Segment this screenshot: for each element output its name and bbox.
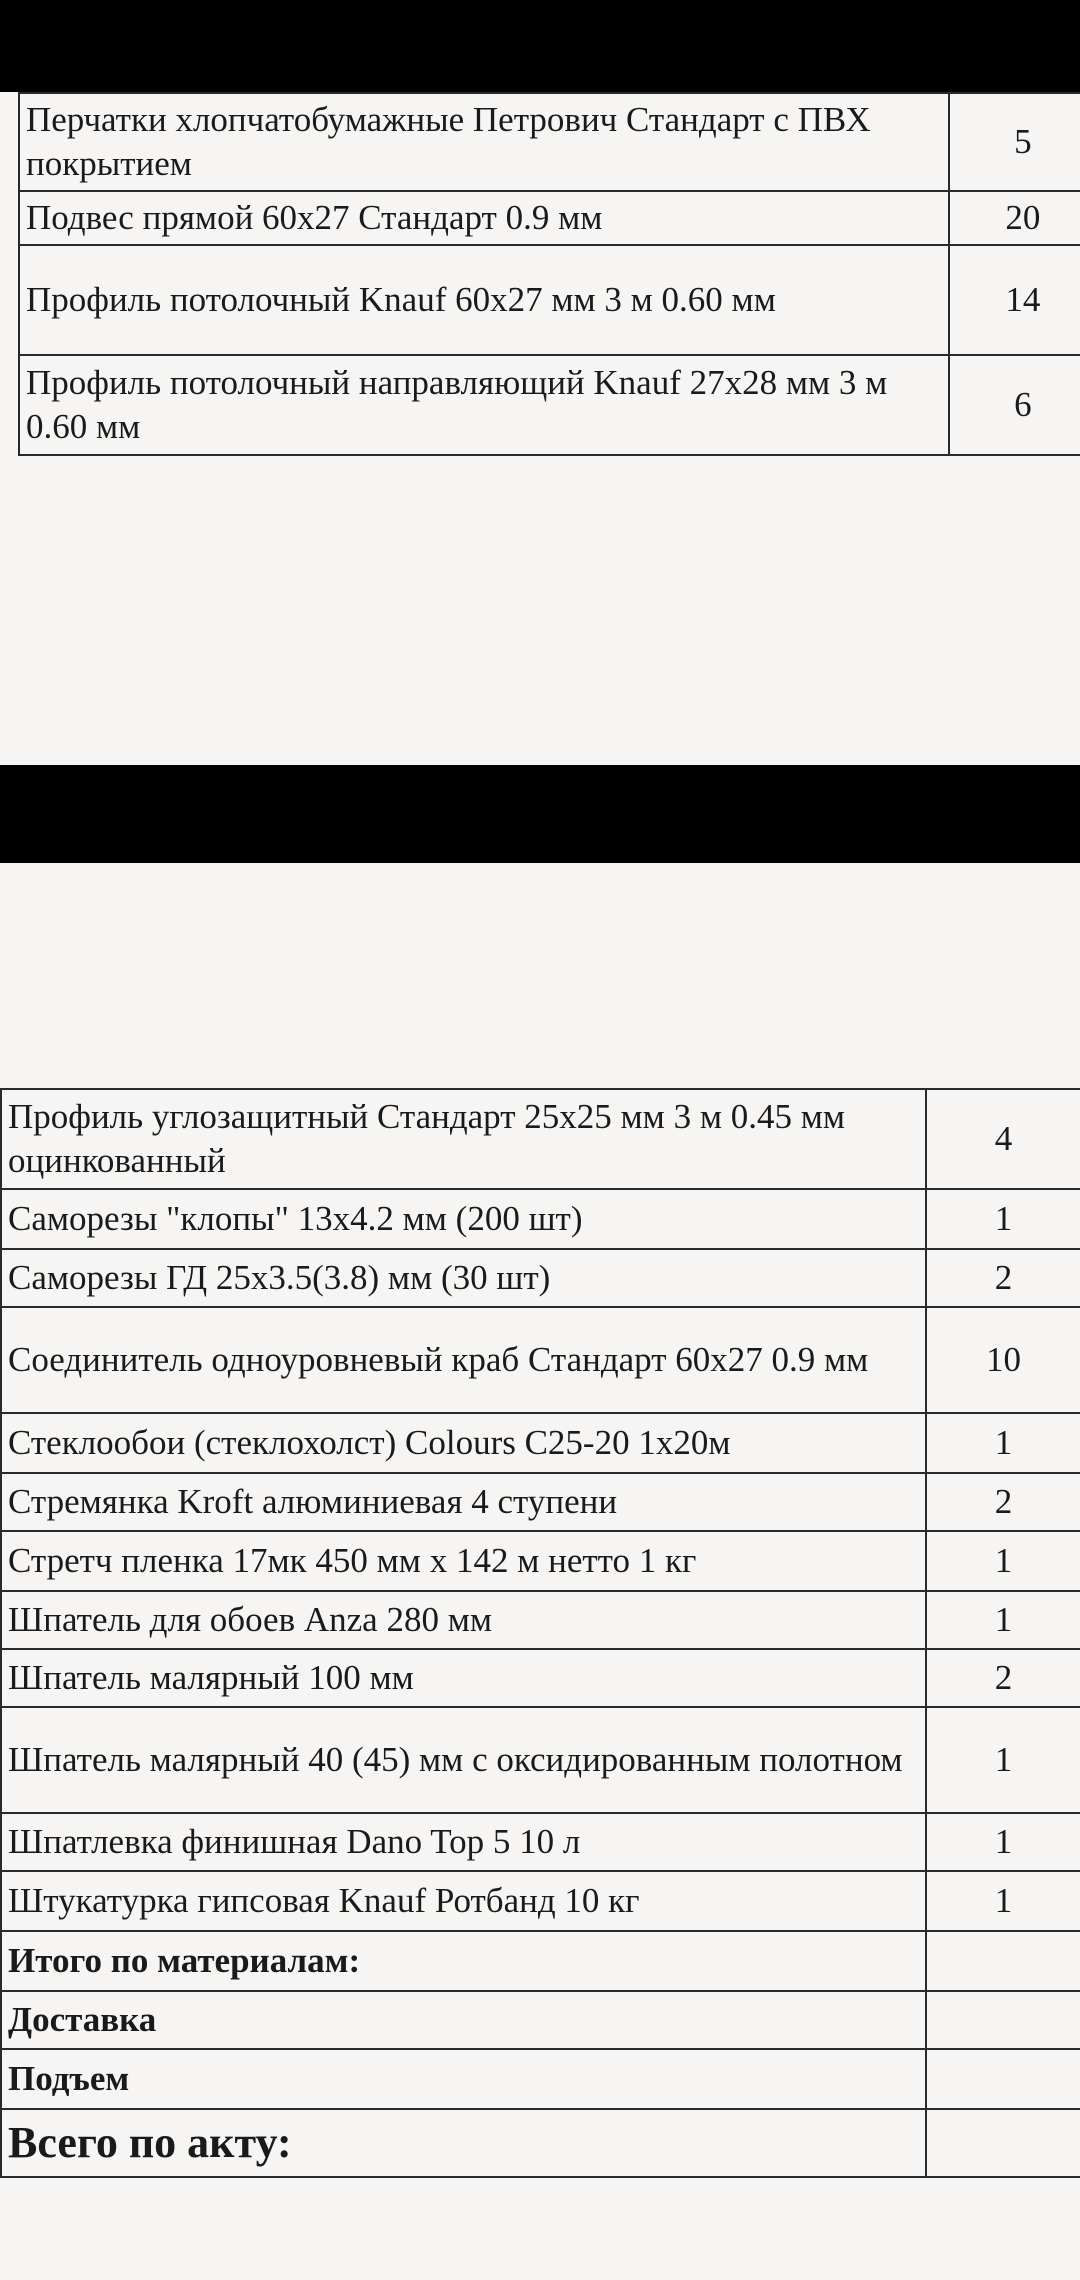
item-qty: 2 [926, 1473, 1080, 1531]
summary-row-materials [1, 1931, 1080, 1991]
table-row [19, 93, 1080, 191]
summary-row-grand-total [1, 2109, 1080, 2177]
item-name: Стеклообои (стеклохолст) Colours C25-20 1х20м [1, 1413, 926, 1473]
item-qty: 5 [949, 93, 1080, 191]
item-name: Стретч пленка 17мк 450 мм х 142 м нетто 1 кг [1, 1531, 926, 1591]
table-row [1, 1089, 1080, 1189]
item-qty: 1 [926, 1413, 1080, 1473]
document-photo-bottom [0, 863, 1080, 2280]
item-qty: 1 [926, 1531, 1080, 1591]
materials-table-bottom [0, 1088, 1080, 2178]
item-name: Профиль углозащитный Стандарт 25х25 мм 3 м 0.45 мм оцинкованный [1, 1089, 926, 1189]
table-row [1, 1591, 1080, 1649]
delivery-value [926, 1991, 1080, 2049]
table-row [19, 191, 1080, 245]
table-row [1, 1413, 1080, 1473]
top-black-bar [0, 0, 1080, 92]
summary-row-delivery [1, 1991, 1080, 2049]
item-name: Штукатурка гипсовая Knauf Ротбанд 10 кг [1, 1871, 926, 1931]
materials-total-label: Итого по материалам: [1, 1931, 926, 1991]
delivery-label: Доставка [1, 1991, 926, 2049]
table-row [19, 355, 1080, 455]
table-row [1, 1249, 1080, 1307]
grand-total-label: Всего по акту: [1, 2109, 926, 2177]
item-name: Шпатель для обоев Anza 280 мм [1, 1591, 926, 1649]
item-qty: 2 [926, 1249, 1080, 1307]
middle-black-bar [0, 765, 1080, 863]
item-name: Саморезы ГД 25х3.5(3.8) мм (30 шт) [1, 1249, 926, 1307]
item-name: Саморезы "клопы" 13х4.2 мм (200 шт) [1, 1189, 926, 1249]
lifting-label: Подъем [1, 2049, 926, 2109]
summary-row-lifting [1, 2049, 1080, 2109]
item-name: Подвес прямой 60х27 Стандарт 0.9 мм [19, 191, 949, 245]
item-qty: 1 [926, 1189, 1080, 1249]
item-name: Соединитель одноуровневый краб Стандарт 60х27 0.9 мм [1, 1307, 926, 1413]
table-row [1, 1649, 1080, 1707]
table-row [1, 1189, 1080, 1249]
table-row [19, 245, 1080, 355]
item-qty: 6 [949, 355, 1080, 455]
lifting-value [926, 2049, 1080, 2109]
item-qty: 1 [926, 1707, 1080, 1813]
table-row [1, 1813, 1080, 1871]
item-qty: 10 [926, 1307, 1080, 1413]
item-qty: 14 [949, 245, 1080, 355]
item-qty: 2 [926, 1649, 1080, 1707]
item-name: Шпатлевка финишная Dano Top 5 10 л [1, 1813, 926, 1871]
item-name: Перчатки хлопчатобумажные Петрович Стандарт с ПВХ покрытием [19, 93, 949, 191]
item-qty: 1 [926, 1813, 1080, 1871]
document-photo-top [0, 92, 1080, 765]
item-qty: 20 [949, 191, 1080, 245]
item-name: Профиль потолочный направляющий Knauf 27х28 мм 3 м 0.60 мм [19, 355, 949, 455]
item-name: Профиль потолочный Knauf 60х27 мм 3 м 0.60 мм [19, 245, 949, 355]
item-name: Стремянка Kroft алюминиевая 4 ступени [1, 1473, 926, 1531]
item-name: Шпатель малярный 100 мм [1, 1649, 926, 1707]
table-row [1, 1707, 1080, 1813]
table-row [1, 1307, 1080, 1413]
item-qty: 1 [926, 1591, 1080, 1649]
table-row [1, 1531, 1080, 1591]
table-row [1, 1473, 1080, 1531]
item-qty: 1 [926, 1871, 1080, 1931]
item-qty: 4 [926, 1089, 1080, 1189]
table-row [1, 1871, 1080, 1931]
grand-total-value [926, 2109, 1080, 2177]
item-name: Шпатель малярный 40 (45) мм с оксидированным полотном [1, 1707, 926, 1813]
materials-table-top [18, 92, 1080, 456]
materials-total-value [926, 1931, 1080, 1991]
